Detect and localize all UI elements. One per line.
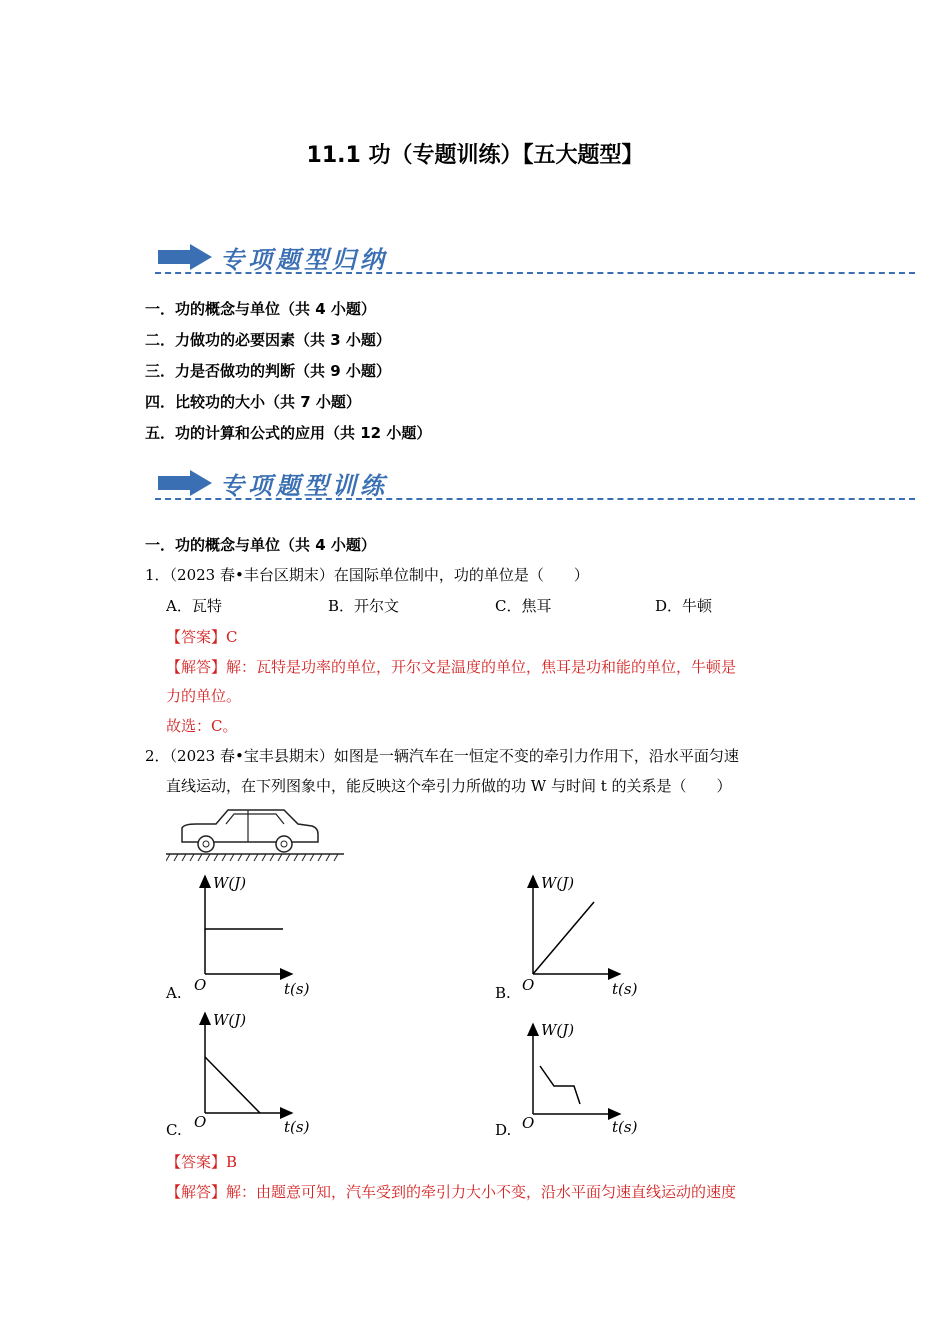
x-axis-label: t(s) — [284, 980, 310, 998]
option-a: A．瓦特 — [166, 597, 222, 615]
graph-a — [188, 868, 328, 1002]
option-b: B．开尔文 — [328, 597, 400, 615]
graph-b — [516, 868, 656, 1002]
graph-d — [516, 1016, 656, 1140]
toc-item: 二．力做功的必要因素（共 3 小题） — [145, 331, 391, 349]
question-2-stem: 2．（2023 春•宝丰县期末）如图是一辆汽车在一恒定不变的牵引力作用下，沿水平面匀速 — [145, 747, 739, 765]
section-heading: 一．功的概念与单位（共 4 小题） — [145, 536, 376, 554]
arrow-right-icon — [158, 470, 213, 496]
x-axis-label: t(s) — [612, 1118, 638, 1136]
option-c: C．焦耳 — [495, 597, 552, 615]
banner-title: 专项题型归纳 — [220, 246, 388, 274]
question-1-stem: 1．（2023 春•丰台区期末）在国际单位制中，功的单位是（ ） — [145, 566, 589, 584]
banner-title: 专项题型训练 — [220, 472, 388, 500]
toc-item: 一．功的概念与单位（共 4 小题） — [145, 300, 376, 318]
analysis: 【解答】解：由题意可知，汽车受到的牵引力大小不变，沿水平面匀速直线运动的速度 — [166, 1183, 737, 1201]
origin-label: O — [522, 976, 535, 994]
banner-divider — [155, 272, 915, 274]
origin-label: O — [522, 1114, 535, 1132]
toc-item: 三．力是否做功的判断（共 9 小题） — [145, 362, 391, 380]
graph-label-a: A. — [166, 984, 182, 1002]
graph-label-c: C. — [166, 1121, 182, 1139]
origin-label: O — [194, 1113, 207, 1131]
x-axis-label: t(s) — [284, 1118, 310, 1136]
y-axis-label: W(J) — [213, 1011, 247, 1029]
origin-label: O — [194, 976, 207, 994]
page-title: 11.1 功（专题训练）【五大题型】 — [306, 143, 644, 168]
arrow-right-icon — [158, 244, 213, 270]
question-2-stem: 直线运动，在下列图象中，能反映这个牵引力所做的功 W 与时间 t 的关系是（ ） — [166, 777, 732, 795]
answer: 【答案】C — [166, 628, 238, 646]
y-axis-label: W(J) — [213, 874, 247, 892]
y-axis-label: W(J) — [541, 874, 575, 892]
x-axis-label: t(s) — [612, 980, 638, 998]
section-banner-training — [155, 464, 915, 504]
graph-label-d: D. — [495, 1121, 512, 1139]
toc-item: 五．功的计算和公式的应用（共 12 小题） — [145, 424, 432, 442]
graph-label-b: B. — [495, 984, 511, 1002]
option-d: D．牛顿 — [655, 597, 713, 615]
y-axis-label: W(J) — [541, 1021, 575, 1039]
car-illustration — [166, 804, 346, 864]
choice: 故选：C。 — [166, 717, 238, 735]
section-banner-summary — [155, 238, 915, 278]
toc-item: 四．比较功的大小（共 7 小题） — [145, 393, 361, 411]
analysis: 【解答】解：瓦特是功率的单位，开尔文是温度的单位，焦耳是功和能的单位，牛顿是 — [166, 658, 737, 676]
graph-c — [188, 1005, 328, 1139]
analysis: 力的单位。 — [166, 687, 242, 705]
banner-divider — [155, 498, 915, 500]
answer: 【答案】B — [166, 1153, 238, 1171]
